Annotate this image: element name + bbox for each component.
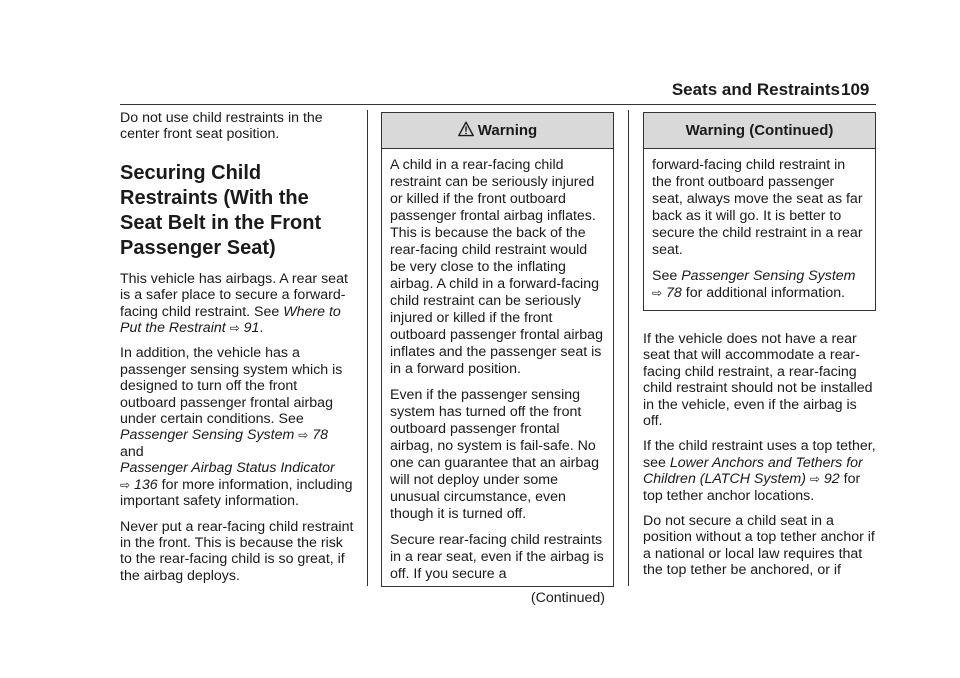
page-reference-arrow-icon: ⇨ <box>120 477 131 492</box>
warning-box <box>381 112 614 606</box>
column-right <box>643 110 878 588</box>
cross-reference-link[interactable]: Passenger Sensing System <box>120 427 295 444</box>
paragraph: In addition, the vehicle has a passenger sensing system which is designed to turn off the front outboard passenger frontal airbag under certain conditions. See Passenger Sensing System ⇨ 78 and Passenger Airbag Status Indicator ⇨ 136 for more information, including important safety information. <box>120 345 353 510</box>
warning-body <box>382 149 613 613</box>
header-rule <box>120 104 876 105</box>
section-title: Seats and Restraints <box>671 80 840 99</box>
warning-header: Warning (Continued) <box>644 113 875 149</box>
paragraph: Even if the passenger sensing system has turned off the front outboard passenger frontal airbag, no system is fail-safe. No one can guarantee that an airbag will not deploy under some unusual circumstance, even though it is turned off. <box>390 387 600 522</box>
column-left <box>120 110 356 593</box>
subsection-heading: Securing Child Restraints (With the Seat Belt in the Front Passenger Seat) <box>120 161 322 259</box>
page-reference[interactable]: 91 <box>243 320 260 337</box>
page-reference-arrow-icon: ⇨ <box>229 321 240 336</box>
page-reference[interactable]: 78 <box>666 285 682 301</box>
paragraph: Secure rear-facing child restraints in a rear seat, even if the airbag is off. If you secure a <box>390 532 604 582</box>
paragraph: If the child restraint uses a top tether, see Lower Anchors and Tethers for Children (LATCH System) ⇨ 92 for top tether anchor locations. <box>643 438 876 504</box>
page-reference-arrow-icon: ⇨ <box>809 472 820 487</box>
page-reference-arrow-icon: ⇨ <box>298 428 309 443</box>
warning-continued-box <box>643 112 876 311</box>
page-reference[interactable]: 92 <box>823 471 840 488</box>
cross-reference-link[interactable]: Passenger Sensing System <box>681 268 856 284</box>
right-column-text <box>643 331 878 579</box>
paragraph: Never put a rear-facing child restraint in the front. This is because the risk to the rear-facing child is so great, if the airbag deploys. <box>120 518 354 584</box>
cross-reference-link[interactable]: Where to Put the Restraint <box>120 303 341 337</box>
page-reference-arrow-icon: ⇨ <box>652 286 663 300</box>
paragraph: If the vehicle does not have a rear seat that will accommodate a rear-facing child restraint, a rear-facing child restraint should not be installed in the vehicle, even if the airbag is off. <box>643 331 873 430</box>
paragraph: See Passenger Sensing System ⇨ 78 for additional information. <box>652 268 856 301</box>
cross-reference-link[interactable]: Passenger Airbag Status Indicator <box>120 460 335 477</box>
page-reference[interactable]: 136 <box>134 476 158 493</box>
column-divider <box>628 110 629 586</box>
paragraph: This vehicle has airbags. A rear seat is a safer place to secure a forward-facing child restraint. See Where to Put the Restraint ⇨ 91. <box>120 270 348 337</box>
continued-label: (Continued) <box>530 590 605 606</box>
warning-title: Warning <box>477 122 538 139</box>
paragraph: forward-facing child restraint in the front outboard passenger seat, always move the seat as far back as it will go. It is better to secure the child restraint in a rear seat. <box>652 157 863 258</box>
cross-reference-link[interactable]: Lower Anchors and Tethers for Children (LATCH System) <box>643 454 863 488</box>
paragraph: Do not secure a child seat in a position without a top tether anchor if a national or local law requires that the top tether be anchored, or if <box>643 513 875 579</box>
page-number: 109 <box>841 80 870 99</box>
column-divider <box>367 110 368 586</box>
paragraph: A child in a rear-facing child restraint can be seriously injured or killed if the front outboard passenger frontal airbag inflates. This is because the back of the rear-facing child restraint would be very close to the inflating airbag. A child in a forward-facing child restraint can be seriously injured or killed if the front outboard passenger frontal airbag inflates and the passenger seat is in a forward position. <box>390 157 603 377</box>
warning-triangle-icon <box>458 121 474 137</box>
paragraph: Do not use child restraints in the center front seat position. <box>120 110 323 143</box>
warning-header <box>382 113 613 149</box>
page-reference[interactable]: 78 <box>312 427 329 444</box>
warning-body <box>644 149 875 310</box>
page-header <box>0 80 960 110</box>
